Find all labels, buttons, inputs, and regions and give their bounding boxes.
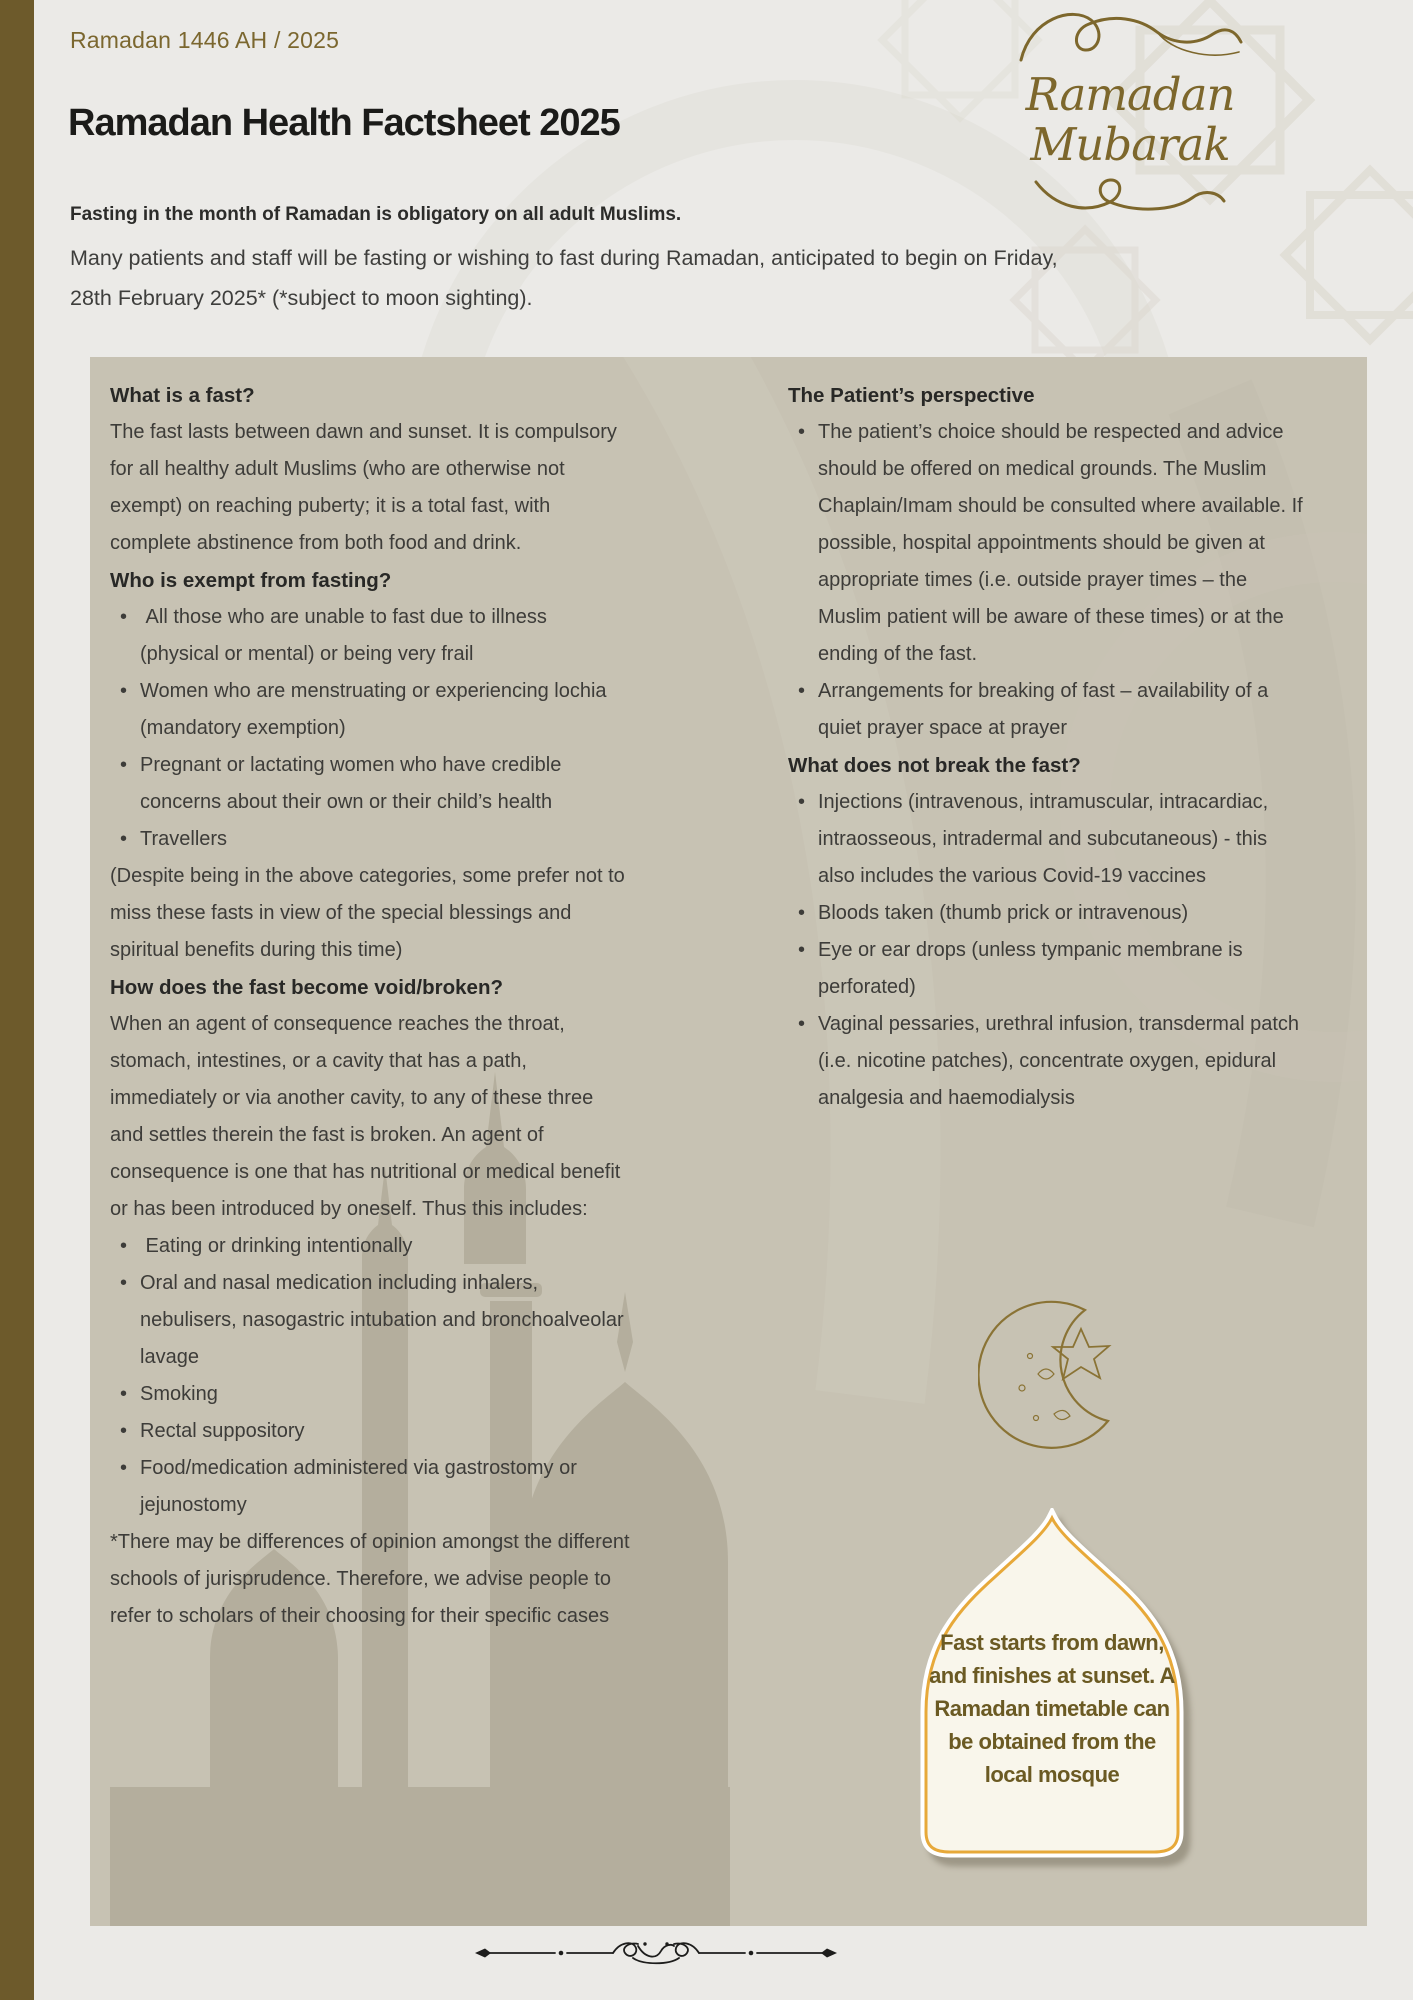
callout-text: Fast starts from dawn, and finishes at sunset. A Ramadan timetable can be obtained from the local mosque bbox=[929, 1630, 1175, 1787]
list-item: • Eating or drinking intentionally bbox=[110, 1228, 630, 1265]
section-heading-void: How does the fast become void/broken? bbox=[110, 976, 503, 999]
void-list bbox=[110, 1228, 630, 1524]
exempt-list bbox=[110, 599, 630, 858]
list-item: • Smoking bbox=[110, 1376, 630, 1413]
list-item: • All those who are unable to fast due to illness (physical or mental) or being very frail bbox=[110, 599, 630, 673]
crescent-moon-star-icon bbox=[978, 1296, 1130, 1458]
list-item: • Injections (intravenous, intramuscular, intracardiac, intraosseous, intradermal and subcutaneous) - this also includes the various Covid-19 vaccines bbox=[788, 784, 1308, 895]
eyebrow: Ramadan 1446 AH / 2025 bbox=[70, 27, 340, 53]
perspective-list bbox=[788, 414, 1308, 747]
jurisprudence-footnote: *There may be differences of opinion amongst the different schools of jurisprudence. Therefore, we advise people to refer to scholars of their choosing for their specific cases bbox=[110, 1531, 630, 1627]
list-item: • Vaginal pessaries, urethral infusion, transdermal patch (i.e. nicotine patches), concentrate oxygen, epidural analgesia and haemodialysis bbox=[788, 1006, 1308, 1117]
ornamental-divider-icon bbox=[473, 1938, 839, 1968]
intro-emphasis: Fasting in the month of Ramadan is obligatory on all adult Muslims. bbox=[70, 204, 682, 225]
section-heading-exempt: Who is exempt from fasting? bbox=[110, 569, 392, 592]
right-column bbox=[788, 377, 1308, 1117]
not-break-list bbox=[788, 784, 1308, 1117]
void-body: When an agent of consequence reaches the throat, stomach, intestines, or a cavity that has a path, immediately or via another cavity, to any of these three and settles therein the fast is broken. An agent of consequence is one that has nutritional or medical benefit or has been introduced by oneself. Thus this includes: bbox=[110, 1013, 621, 1220]
exempt-note: (Despite being in the above categories, some prefer not to miss these fasts in view of the special blessings and spiritual benefits during this time) bbox=[110, 865, 625, 961]
section-heading-what-is-a-fast: What is a fast? bbox=[110, 384, 255, 407]
list-item: • Bloods taken (thumb prick or intravenous) bbox=[788, 895, 1308, 932]
section-heading-not-break: What does not break the fast? bbox=[788, 754, 1081, 777]
list-item: • Women who are menstruating or experiencing lochia (mandatory exemption) bbox=[110, 673, 630, 747]
list-item: • Travellers bbox=[110, 821, 630, 858]
logo-text-line2: Mubarak bbox=[1030, 118, 1230, 171]
callout-arch bbox=[910, 1508, 1194, 1864]
left-border-stripe bbox=[0, 0, 34, 2000]
section-heading-patient-perspective: The Patient’s perspective bbox=[788, 384, 1035, 407]
logo-flourish-bottom-icon bbox=[1030, 170, 1230, 214]
what-is-a-fast-body: The fast lasts between dawn and sunset. It is compulsory for all healthy adult Muslims (who are otherwise not exempt) on reaching puberty; it is a total fast, with complete abstinence from both food and drink. bbox=[110, 421, 617, 554]
logo-flourish-top-icon bbox=[1015, 4, 1245, 70]
list-item: • Rectal suppository bbox=[110, 1413, 630, 1450]
intro-text: Many patients and staff will be fasting or wishing to fast during Ramadan, anticipated to begin on Friday, 28th February 2025* (*subject to moon sighting). bbox=[70, 246, 1058, 310]
left-column bbox=[110, 377, 630, 1635]
logo-text-line1: Ramadan bbox=[1025, 68, 1235, 121]
list-item: • Oral and nasal medication including inhalers, nebulisers, nasogastric intubation and bronchoalveolar lavage bbox=[110, 1265, 630, 1376]
page-title: Ramadan Health Factsheet 2025 bbox=[68, 102, 620, 144]
list-item: • Pregnant or lactating women who have credible concerns about their own or their child’s health bbox=[110, 747, 630, 821]
list-item: • Eye or ear drops (unless tympanic membrane is perforated) bbox=[788, 932, 1308, 1006]
list-item: • The patient’s choice should be respected and advice should be offered on medical grounds. The Muslim Chaplain/Imam should be consulted where available. If possible, hospital appointments should be given at appropriate times (i.e. outside prayer times – the Muslim patient will be aware of these times) or at the ending of the fast. bbox=[788, 414, 1308, 673]
ramadan-mubarak-logo bbox=[1005, 4, 1255, 216]
list-item: • Food/medication administered via gastrostomy or jejunostomy bbox=[110, 1450, 630, 1524]
list-item: • Arrangements for breaking of fast – availability of a quiet prayer space at prayer bbox=[788, 673, 1308, 747]
